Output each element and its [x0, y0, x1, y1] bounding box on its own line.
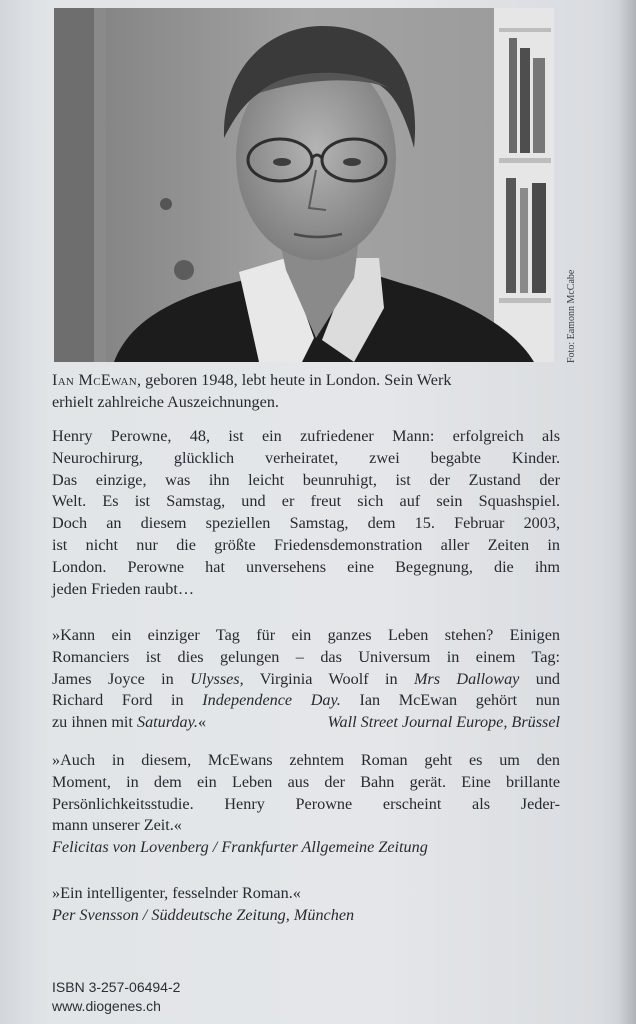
quote-line: Persönlichkeitsstudie. Henry Perowne erscheint als Jeder- [52, 794, 560, 813]
review-source: Felicitas von Lovenberg / Frankfurter Allgemeine Zeitung [52, 838, 428, 857]
review-source: Per Svensson / Süddeutsche Zeitung, München [52, 905, 355, 924]
book-summary [52, 426, 560, 600]
review-quote-faz [52, 750, 560, 859]
quote-line: Romanciers ist dies gelungen – das Universum in einem Tag: [52, 647, 560, 666]
author-photo [54, 8, 554, 362]
quote-line: Moment, in dem ein Leben aus der Bahn gerät. Eine brillante [52, 772, 560, 791]
summary-line: Doch an diesem speziellen Samstag, dem 15. Februar 2003, [52, 514, 560, 533]
portrait-illustration [54, 8, 554, 362]
summary-line: Henry Perowne, 48, ist ein zufriedener Mann: erfolgreich als [52, 427, 560, 445]
summary-line: ist nicht nur die größte Friedensdemonstration aller Zeiten in [52, 535, 560, 554]
summary-line: London. Perowne hat unversehens eine Begegnung, die ihm [52, 557, 560, 576]
quote-line: zu ihnen mit Saturday.« Wall Street Journal Europe, Brüssel [52, 712, 560, 734]
quote-line: »Kann ein einziger Tag für ein ganzes Leben stehen? Einigen [52, 626, 560, 644]
photo-credit: Foto: Eamonn McCabe [566, 269, 577, 363]
cover-edge-shadow [618, 0, 636, 1024]
quote-line: Richard Ford in Independence Day. Ian McEwan gehört nun [52, 691, 560, 710]
quote-line: mann unserer Zeit.« [52, 816, 182, 835]
bio-line-1 [52, 370, 560, 392]
bio-line-2: erhielt zahlreiche Auszeichnungen. [52, 392, 279, 411]
review-quote-wsj [52, 625, 560, 734]
author-bio [52, 370, 560, 414]
summary-line: Welt. Es ist Samstag, und er freut sich auf sein Squashspiel. [52, 492, 560, 511]
review-source: Wall Street Journal Europe, Brüssel [327, 713, 560, 732]
summary-line: Das einzige, was ihn leicht beunruhigt, ist der Zustand der [52, 470, 560, 489]
bio-line-1-text: , geboren 1948, lebt heute in London. Sein Werk [137, 371, 452, 389]
isbn-number: ISBN 3-257-06494-2 [52, 979, 181, 995]
publisher-url: www.diogenes.ch [52, 998, 161, 1014]
author-name: Ian McEwan [52, 371, 137, 389]
review-quote-sz [52, 883, 560, 927]
imprint [52, 978, 180, 1016]
quote-line: James Joyce in Ulysses, Virginia Woolf in Mrs Dalloway und [52, 669, 561, 688]
quote-line: »Auch in diesem, McEwans zehntem Roman geht es um den [52, 751, 560, 769]
quote-line: »Ein intelligenter, fesselnder Roman.« [52, 884, 301, 902]
summary-line: jeden Frieden raubt… [52, 579, 195, 598]
summary-line: Neurochirurg, glücklich verheiratet, zwei begabte Kinder. [52, 448, 560, 467]
